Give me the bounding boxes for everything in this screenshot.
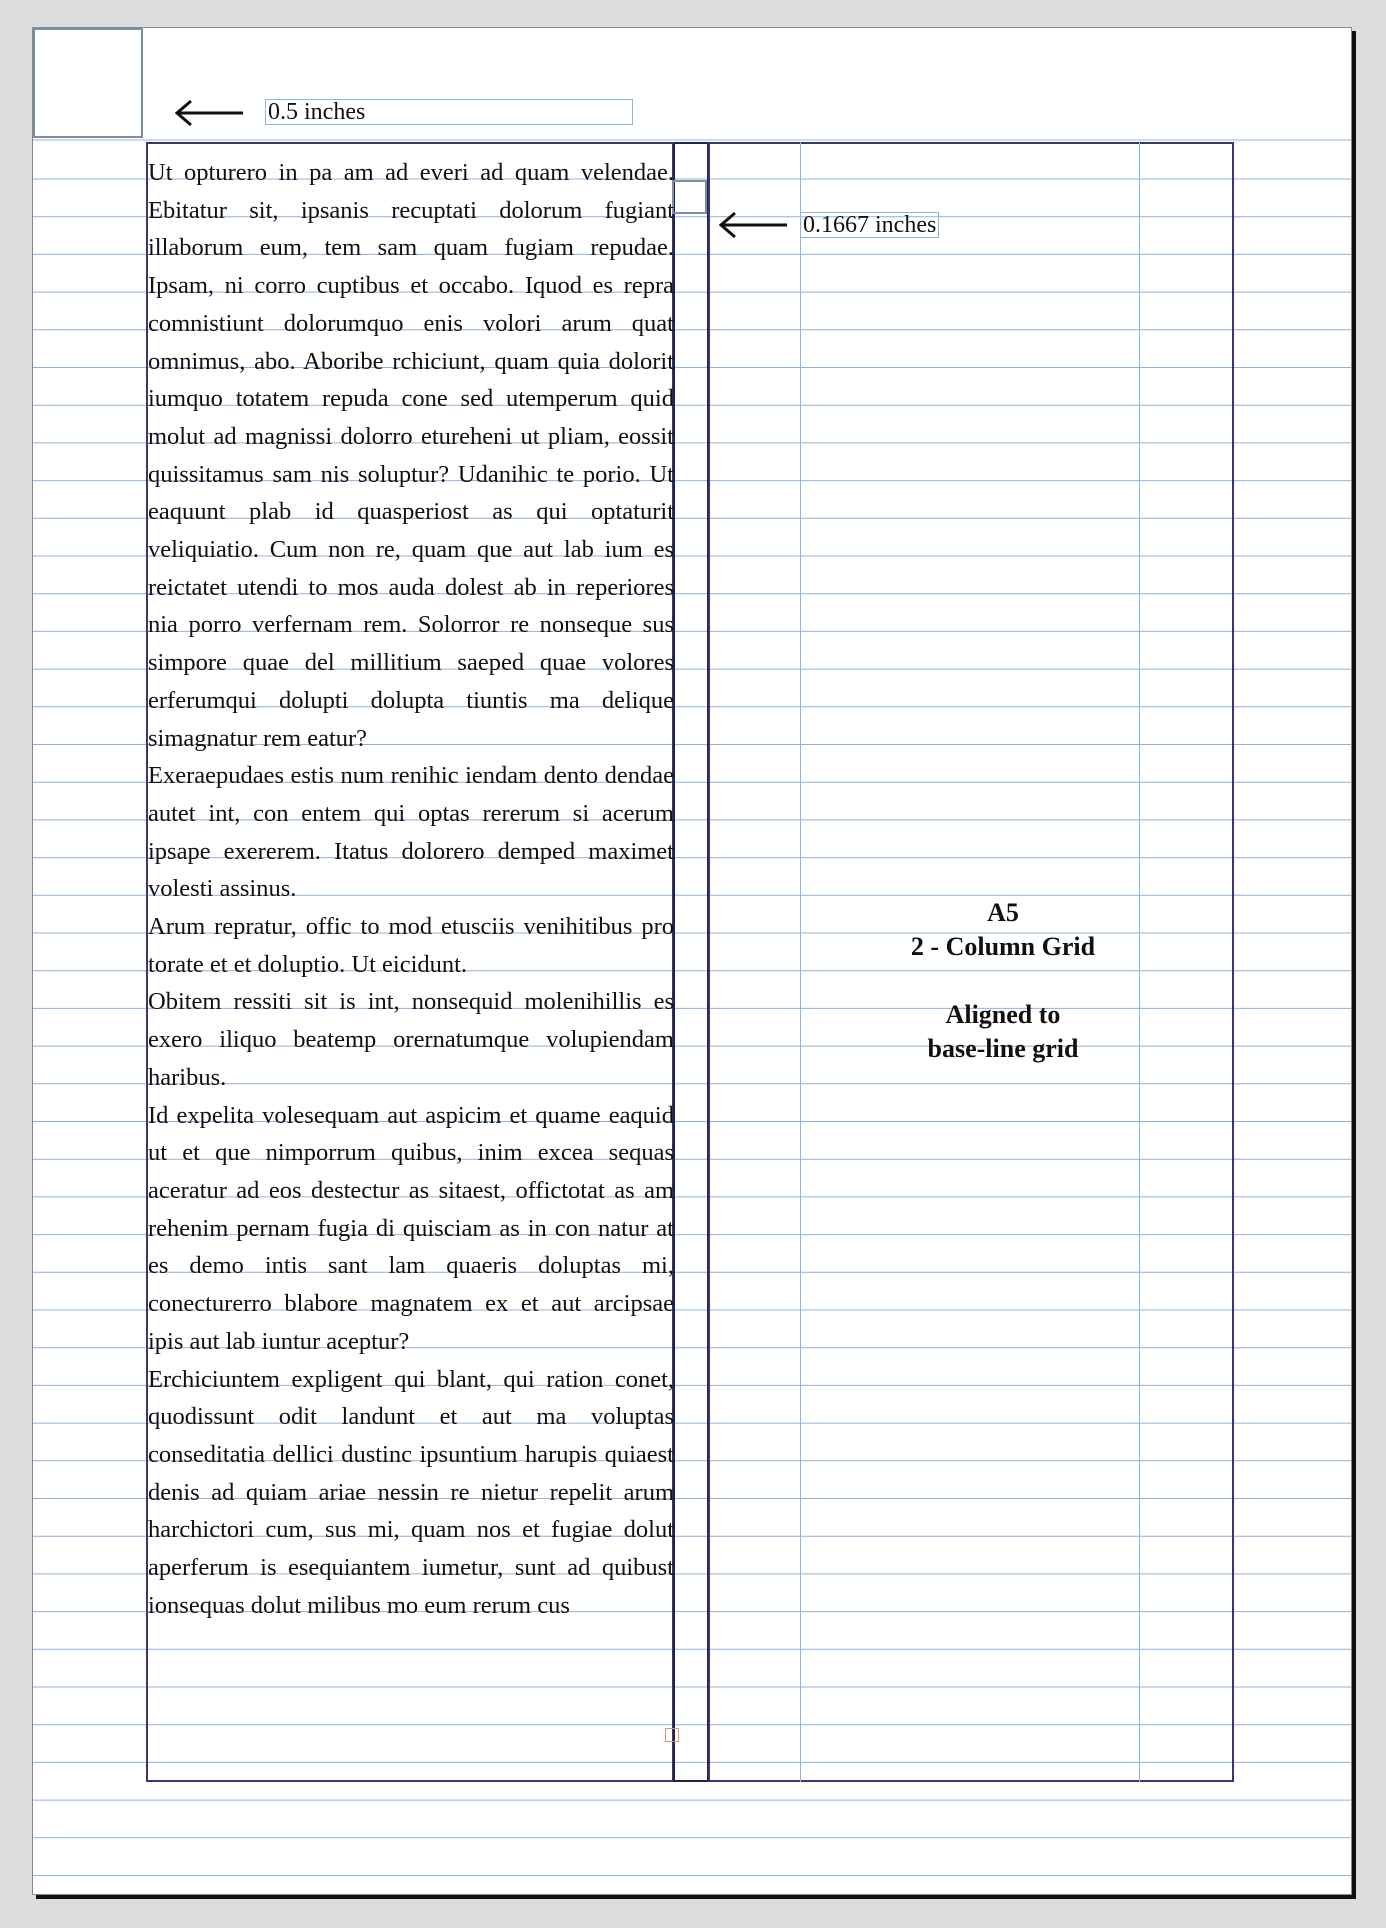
caption-line: 2 - Column Grid <box>910 932 1096 961</box>
gutter-indicator <box>672 180 707 214</box>
caption-line: base-line grid <box>927 1034 1079 1063</box>
a5-page <box>32 27 1352 1895</box>
column-guide <box>800 142 801 1782</box>
paragraph: Exeraepudaes estis num renihic iendam dento dendae autet int, con entem qui optas rererum si acerum ipsape exererem. Itatus dolorero demped maximet volesti assinus. <box>148 762 674 903</box>
top-margin-label: 0.5 inches <box>265 99 633 125</box>
caption-spacer <box>833 964 1173 998</box>
left-arrow-icon <box>173 98 245 128</box>
left-arrow-icon <box>717 210 789 240</box>
caption-line: A5 <box>987 898 1019 927</box>
paragraph: Arum repratur, offic to mod etusciis venihitibus pro torate et et doluptio. Ut eicidunt. <box>148 913 674 978</box>
text-overflow-marker <box>665 1728 679 1742</box>
top-margin-indicator <box>33 28 143 138</box>
paragraph: Id expelita volesequam aut aspicim et quame eaquid ut et que nimporrum quibus, inim excea sequas aceratur ad eos destectur as sitaest, offictotat as am rehenim pernam fugia di quisciam as in con natur at es demo intis sant lam quaeris doluptas mi, conecturerro blabore magnatem ex et aut arcipsae ipis aut lab iuntur aceptur? <box>148 1101 674 1355</box>
paragraph: Erchiciuntem expligent qui blant, qui ration conet, quodissunt odit landunt et aut ma voluptas conseditatia dellici dustinc ipsuntium harupis quiaest denis ad quiam ariae nessin re nietur repelit arum harchictori cum, sus mi, quam nos et fugiae dolut aperferum is esequiantem iumetur, sunt ad quibust ionsequas dolut milibus mo eum rerum cus <box>148 1365 674 1619</box>
gutter-frame <box>673 142 709 1782</box>
paragraph: Obitem ressiti sit is int, nonsequid molenihillis es exero iliquo beatemp orernatumque volupiendam haribus. <box>148 988 674 1091</box>
body-text-column <box>148 154 674 1774</box>
gutter-width-label: 0.1667 inches <box>800 212 939 238</box>
paragraph: Ut opturero in pa am ad everi ad quam velendae. Ebitatur sit, ipsanis recuptati dolorum fugiant illaborum eum, tem sam quam fugiam repudae. Ipsam, ni corro cuptibus et occabo. Iquod es repra comnistiunt dolorumquo enis volori arum quat omnimus, abo. Aboribe rchiciunt, quam quia dolorit iumquo totatem repuda cone sed utemperum quid molut ad magnissi dolorro etureheni ut pliam, eossit quissitamus sam nis soluptur? Udanihic te porio. Ut eaquunt plab id quasperiost as qui optaturit veliquiatio. Cum non re, quam que aut lab ium es reictatet utendi to mos auda dolest ab in reperiores nia porro verfernam rem. Solorror re nonseque sus simpore quae del millitium saeped quae volores erferumqui dolupti dolupta tiuntis ma delique simagnatur rem eatur? <box>148 159 674 752</box>
grid-caption <box>833 896 1173 1066</box>
caption-line: Aligned to <box>945 1000 1061 1029</box>
